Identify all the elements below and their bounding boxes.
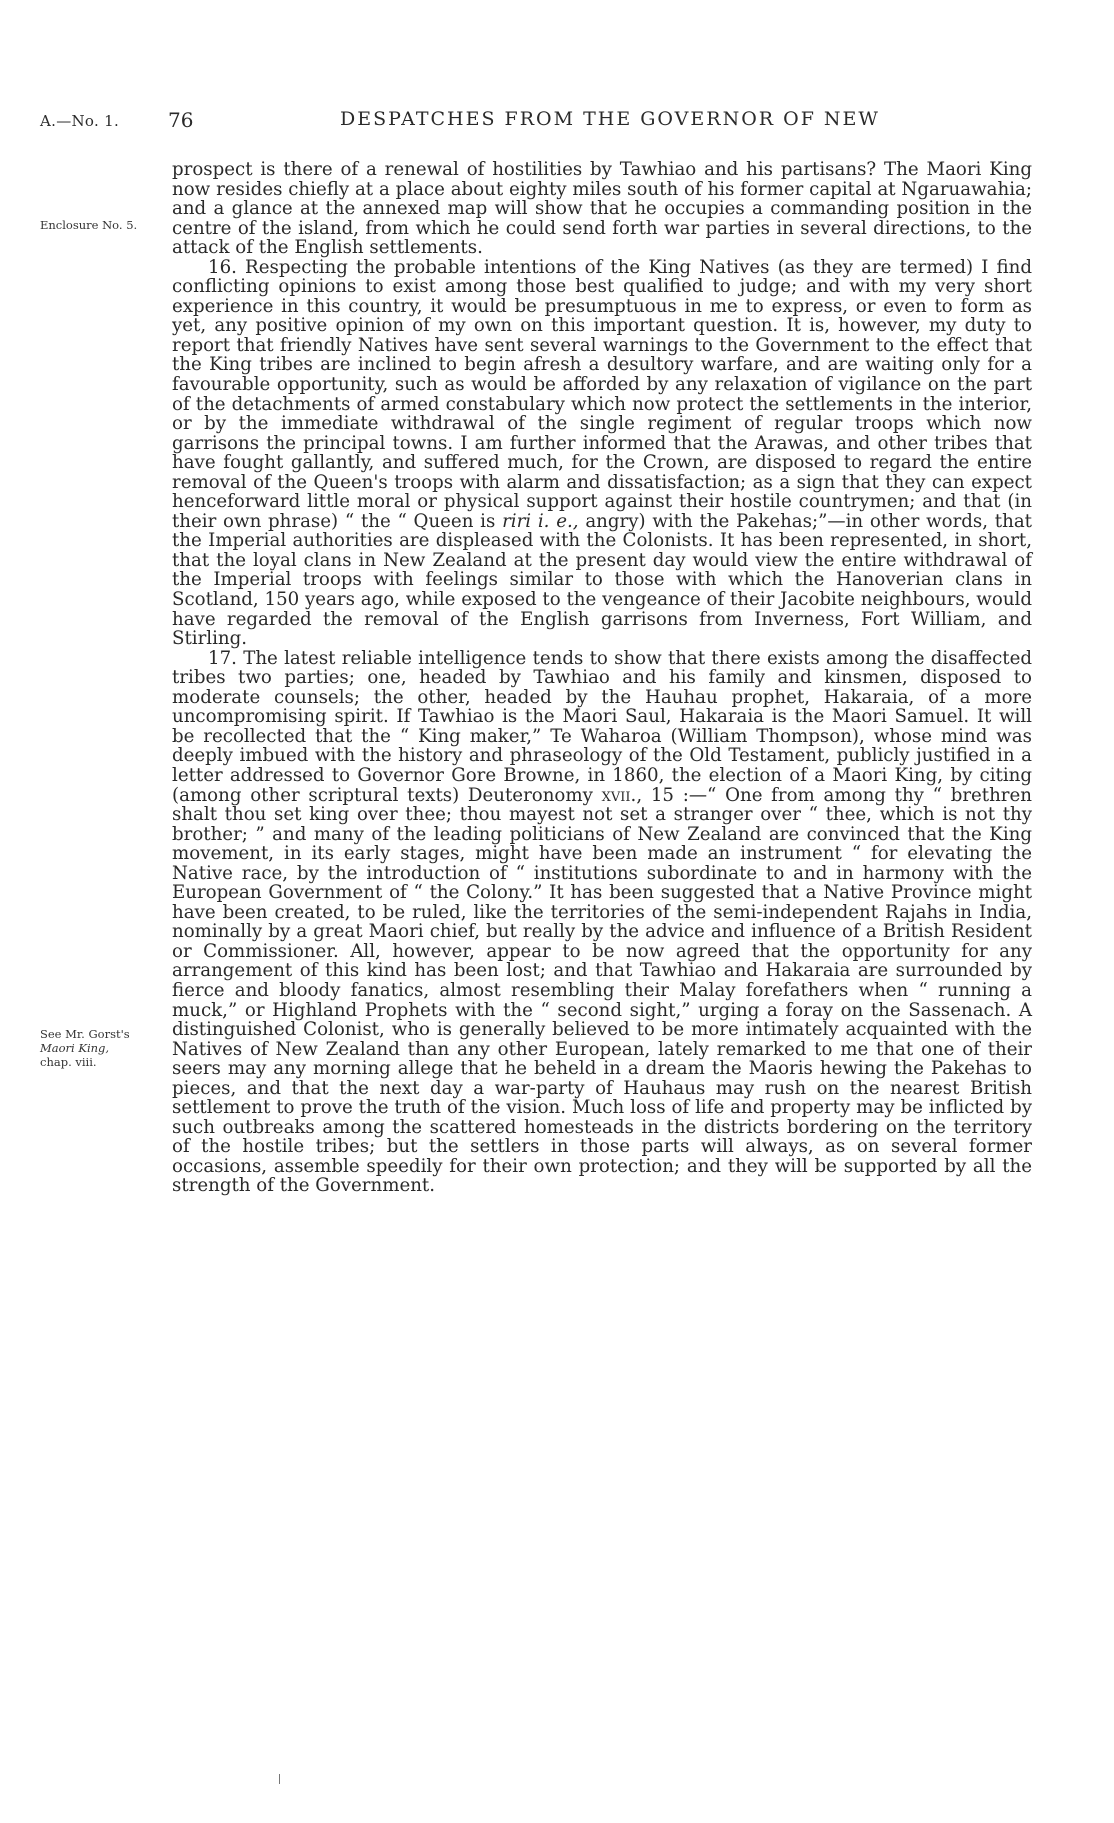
margin-note-gorst-title: Maori King, xyxy=(40,1041,110,1055)
paragraph-continuation-text: prospect is there of a renewal of hostilities by Tawhiao and his partisans? The Maori King now resides chiefly at a place about eighty miles south of his former capital at Ngaruawahia; and a glance at the annexed map will show that he occupies a commanding position in the centre of the island, from which he could send forth war parties in several directions, to the attack of the English settlements. xyxy=(172,159,1032,259)
page-mark xyxy=(279,1774,280,1784)
body-text xyxy=(172,160,1032,1196)
paragraph-17 xyxy=(172,649,1032,1196)
paragraph-continuation xyxy=(172,160,1032,258)
margin-note-gorst-chap: chap. viii. xyxy=(40,1055,97,1069)
paragraph-17-text-a: 17. The latest reliable intelligence tends to show that there exists among the disaffected tribes two parties; one, headed by Tawhiao and his family and kinsmen, disposed to moderate counsels; the other, headed by the Hauhau prophet, Hakaraia, of a more uncompromising spirit. If Tawhiao is the Maori Saul, Hakaraia is the Maori Samuel. It will be recollected that the “ King maker,” Te Waharoa (William Thompson), whose mind was deeply imbued with the history and phraseology of the Old Testament, publicly justified in a letter addressed to Governor Gore Browne, in 1860, the election of a Maori King, by citing (among other scriptural texts) Deuteronomy xyxy=(172,647,1032,806)
margin-note-enclosure: Enclosure No. 5. xyxy=(40,218,138,232)
running-title: DESPATCHES FROM THE GOVERNOR OF NEW xyxy=(340,108,880,130)
document-reference: A.—No. 1. xyxy=(40,112,120,130)
paragraph-17-text-b: 15 :—“ One from among thy “ brethren shalt thou set king over thee; thou mayest not set a stranger over “ thee, which is not thy brother; ” and many of the leading politicians of New Zealand are convinced that the King movement, in its early stages, might have been made an instrument “ for elevating the Native race, by the introduction of “ institutions subordinate to and in harmony with the European Government of “ the Colony.” It has been suggested that a Native Province might have been created, to be ruled, like the territories of the semi-independent Rajahs in India, nominally by a great Maori chief, but really by the advice and influence of a British Resident or Commissioner. All, however, appear to be now agreed that the opportunity for any arrangement of this kind has been lost; and that Tawhiao and Hakaraia are surrounded by fierce and bloody fanatics, almost resembling their Malay forefathers when “ running a muck,” or Highland Prophets with the “ second sight,” urging a foray on the Sassenach. A distinguished Colonist, who is generally believed to be more intimately acquainted with the Natives of New Zealand than any other European, lately remarked to me that one of their seers may any morning allege that he beheld in a dream the Maoris hewing the Pakehas to pieces, and that the next day a war-party of Hauhaus may rush on the nearest British settlement to prove the truth of the vision. Much loss of life and property may be inflicted by such outbreaks among the scattered homesteads in the districts bordering on the territory of the hostile tribes; but the settlers in those parts will always, as on several former occasions, assemble speedily for their own protection; and they will be supported by all the strength of the Government. xyxy=(172,784,1032,1197)
margin-note-gorst xyxy=(40,1027,180,1069)
paragraph-17-chapter-ref: xvii., xyxy=(601,784,643,806)
page-header xyxy=(40,104,1050,134)
paragraph-16-text-a: 16. Respecting the probable intentions of the King Natives (as they are termed) I find conflicting opinions to exist among those best qualified to judge; and with my very short experience in this country, it would be presumptuous in me to express, or even to form as yet, any positive opinion of my own on this important question. It is, however, my duty to report that friendly Natives have sent several warnings to the Government to the effect that the King tribes are inclined to begin afresh a desultory warfare, and are waiting only for a favourable opportunity, such as would be afforded by any relaxation of vigilance on the part of the detachments of armed constabulary which now protect the settlements in the interior, or by the immediate withdrawal of the single regiment of regular troops which now garrisons the principal towns. I am further informed that the Arawas, and other tribes that have fought gallantly, and suffered much, for the Crown, are disposed to regard the entire removal of the Queen's troops with alarm and dissatisfaction; as a sign that they can expect henceforward little moral or physical support against their hostile countrymen; and that (in their own phrase) “ the “ Queen is xyxy=(172,256,1032,532)
margin-note-gorst-see: See Mr. Gorst's xyxy=(40,1027,130,1041)
paragraph-16-text-b: angry) with the Pakehas;”—in other words, that the Imperial authorities are displeased with the Colonists. It has been represented, in short, that the loyal clans in New Zealand at the present day would view the entire withdrawal of the Imperial troops with feelings similar to those with which the Hanoverian clans in Scotland, 150 years ago, while exposed to the vengeance of their Jacobite neighbours, would have regarded the removal of the English garrisons from Inverness, Fort William, and Stirling. xyxy=(172,510,1032,650)
paragraph-16 xyxy=(172,258,1032,649)
page-number: 76 xyxy=(168,108,194,132)
paragraph-16-maori-phrase: riri i. e., xyxy=(502,510,579,532)
